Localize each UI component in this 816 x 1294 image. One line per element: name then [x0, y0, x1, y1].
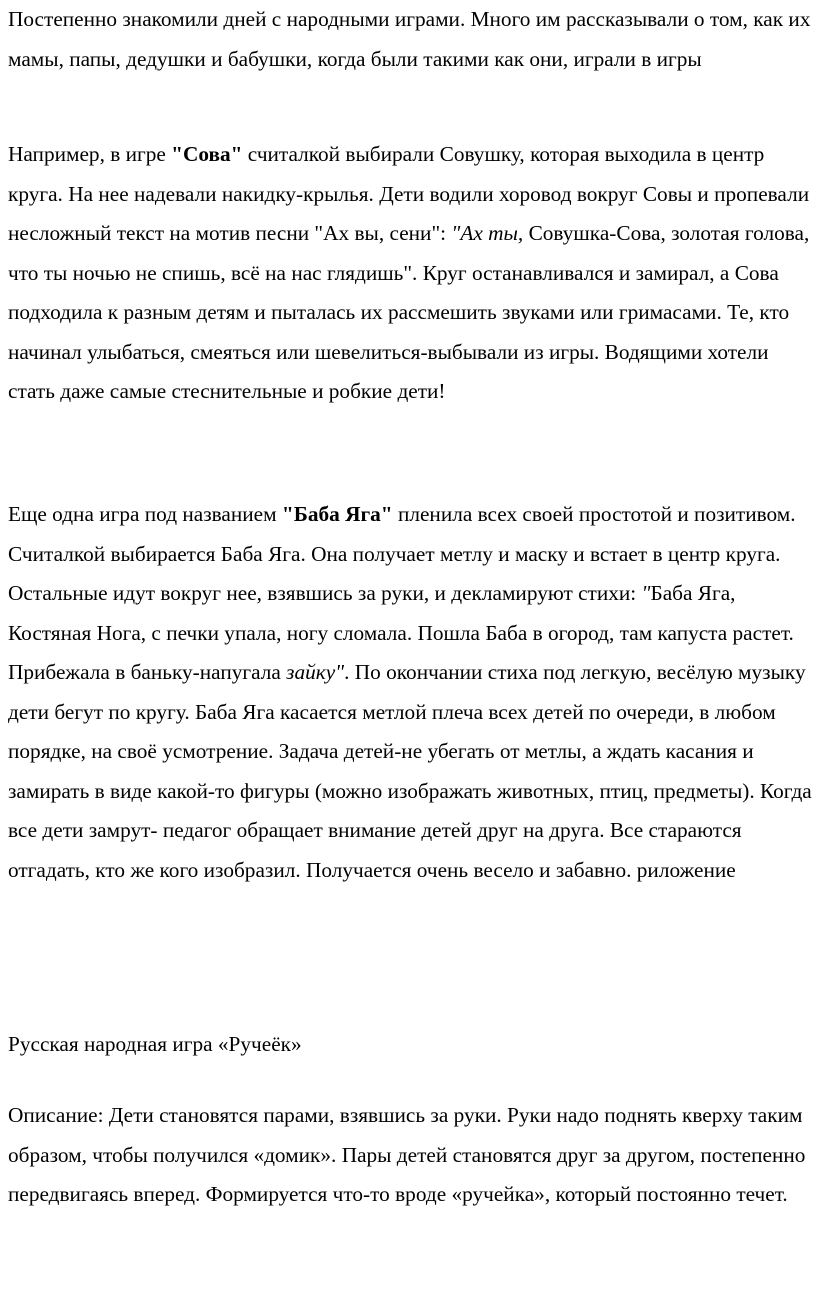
paragraph-rucheyok-description — [8, 1096, 816, 1215]
paragraph-rucheyok-heading — [8, 1025, 816, 1065]
paragraph-intro-text: Постепенно знакомили дней с народными играми. Много им рассказывали о том, как их мамы, папы, дедушки и бабушки, когда были такими как они, играли в игры — [8, 7, 811, 71]
rucheyok-description-text: Описание: Дети становятся парами, взявшись за руки. Руки надо поднять кверху таким образом, чтобы получился «домик». Пары детей становятся друг за другом, постепенно передвигаясь вперед. Формируется что-то вроде «ручейка», который постоянно течет. — [8, 1103, 806, 1206]
baba-yaga-text-4: . По окончании стиха под легкую, весёлую музыку дети бегут по кругу. Баба Яга касается метлой плеча всех детей по очереди, в любом порядке, на своё усмотрение. Задача детей-не убегать от метлы, а ждать касания и замирать в виде какой-то фигуры (можно изображать животных, птиц, предметы). Когда все дети замрут- педагог обращает внимание детей друг на друга. Все стараются отгадать, кто же кого изобразил. Получается очень весело и забавно. риложение — [8, 660, 812, 882]
sova-text-2: считалкой выбирали Совушку, которая выходила в центр круга. На нее надевали накидку-крылья. Дети водили хоровод вокруг Совы и пропевали несложный текст на мотив песни "Ах вы, сени": — [8, 142, 810, 245]
paragraph-sova-game — [8, 135, 816, 412]
baba-yaga-game-title: "Баба Яга" — [281, 502, 393, 526]
baba-yaga-text-1: Еще одна игра под названием — [8, 502, 282, 526]
baba-yaga-quote-end: зайку" — [286, 660, 345, 684]
sova-song-start: "Ах ты, — [451, 221, 524, 245]
baba-yaga-text-3: Баба Яга, Костяная Нога, с печки упала, ногу сломала. Пошла Баба в огород, там капуста растет. Прибежала в баньку-напугала — [8, 581, 794, 684]
sova-text-3: Совушка-Сова, золотая голова, что ты ночью не спишь, всё на нас глядишь". Круг останавливался и замирал, а Сова подходила к разным детям и пыталась их рассмешить звуками или гримасами. Те, кто начинал улыбаться, смеяться или шевелиться-выбывали из игры. Водящими хотели стать даже самые стеснительные и робкие дети! — [8, 221, 810, 403]
sova-text-1: Например, в игре — [8, 142, 172, 166]
baba-yaga-text-2: пленила всех своей простотой и позитивом. Считалкой выбирается Баба Яга. Она получает метлу и маску и встает в центр круга. Остальные идут вокруг нее, взявшись за руки, и декламируют стихи: — [8, 502, 796, 605]
rucheyok-heading-text: Русская народная игра «Ручеёк» — [8, 1032, 302, 1056]
paragraph-intro — [8, 0, 816, 79]
baba-yaga-quote-open: " — [641, 581, 651, 605]
paragraph-baba-yaga-game — [8, 495, 816, 890]
sova-game-title: "Сова" — [171, 142, 243, 166]
